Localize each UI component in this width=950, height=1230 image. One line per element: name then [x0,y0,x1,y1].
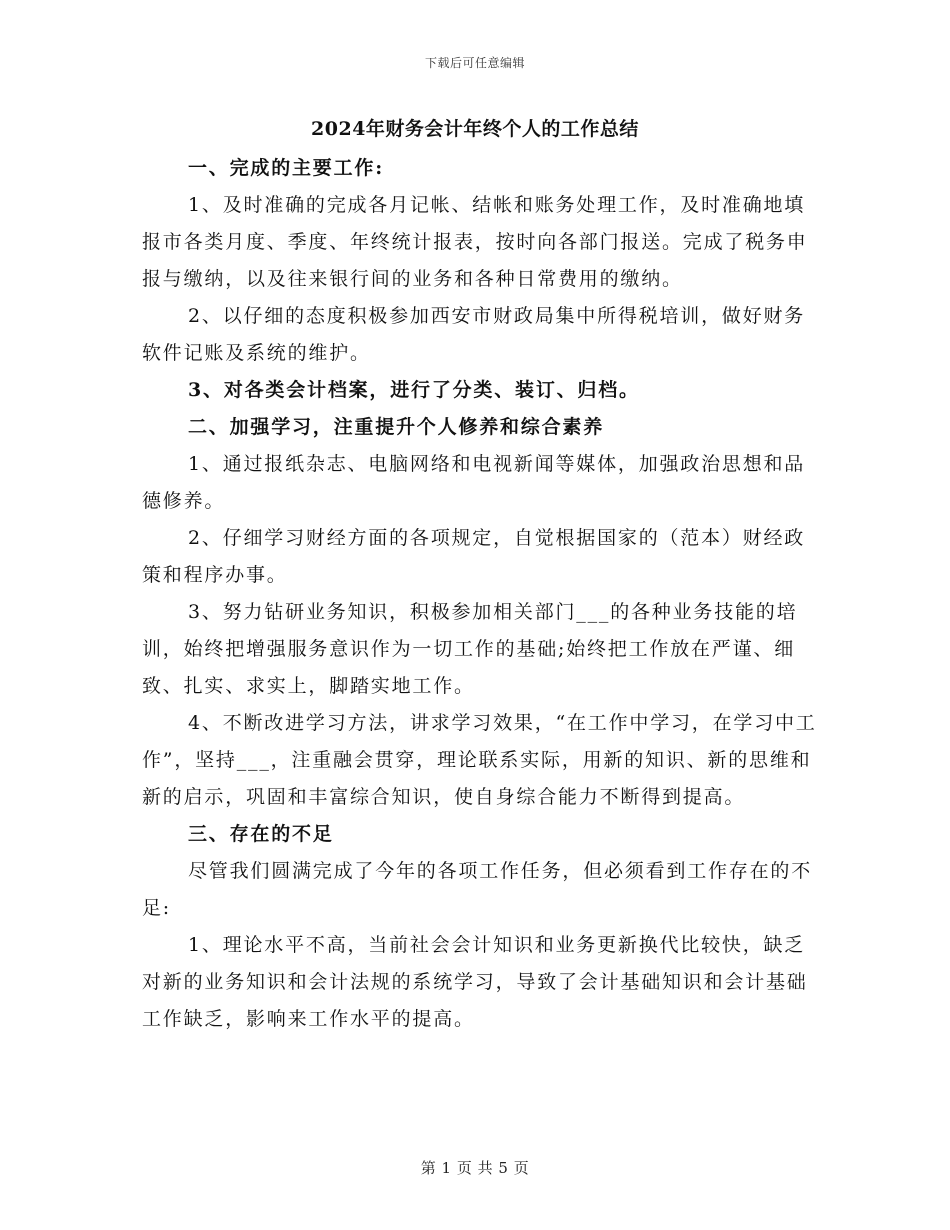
paragraph: 2、以仔细的态度积极参加西安市财政局集中所得税培训，做好财务软件记账及系统的维护。 [142,305,806,364]
paragraph: 尽管我们圆满完成了今年的各项工作任务，但必须看到工作存在的不足: [142,860,813,919]
document-title: 2024年财务会计年终个人的工作总结 [311,118,639,140]
paragraph: 1、通过报纸杂志、电脑网络和电视新闻等媒体，加强政治思想和品德修养。 [142,453,806,512]
paragraph: 1、理论水平不高，当前社会会计知识和业务更新换代比较快，缺乏对新的业务知识和会计法规的系统学习，导致了会计基础知识和会计基础工作缺乏，影响来工作水平的提高。 [142,934,808,1030]
page-footer: 第 1 页 共 5 页 [420,1159,530,1177]
section-heading-3: 三、存在的不足 [188,823,334,845]
paragraph: 2、仔细学习财经方面的各项规定，自觉根据国家的（范本）财经政策和程序办事。 [142,527,806,586]
paragraph: 3、努力钻研业务知识，积极参加相关部门___的各种业务技能的培训，始终把增强服务意识作为一切工作的基础;始终把工作放在严谨、细致、扎实、求实上，脚踏实地工作。 [142,601,798,697]
paragraph: 4、不断改进学习方法，讲求学习效果，“在工作中学习，在学习中工作”，坚持___，注重融会贯穿，理论联系实际，用新的知识、新的思维和新的启示，巩固和丰富综合知识，使自身综合能力不断得到提高。 [142,712,817,808]
section-heading-2: 二、加强学习，注重提升个人修养和综合素养 [188,416,605,438]
paragraph-bold: 3、对各类会计档案，进行了分类、装订、归档。 [188,379,640,401]
header-note: 下载后可任意编辑 [424,56,525,70]
paragraph: 1、及时准确的完成各月记帐、结帐和账务处理工作，及时准确地填报市各类月度、季度、年终统计报表，按时向各部门报送。完成了税务申报与缴纳，以及往来银行间的业务和各种日常费用的缴纳。 [142,194,808,290]
document-body [142,150,822,1038]
section-heading-1: 一、完成的主要工作: [188,157,385,179]
